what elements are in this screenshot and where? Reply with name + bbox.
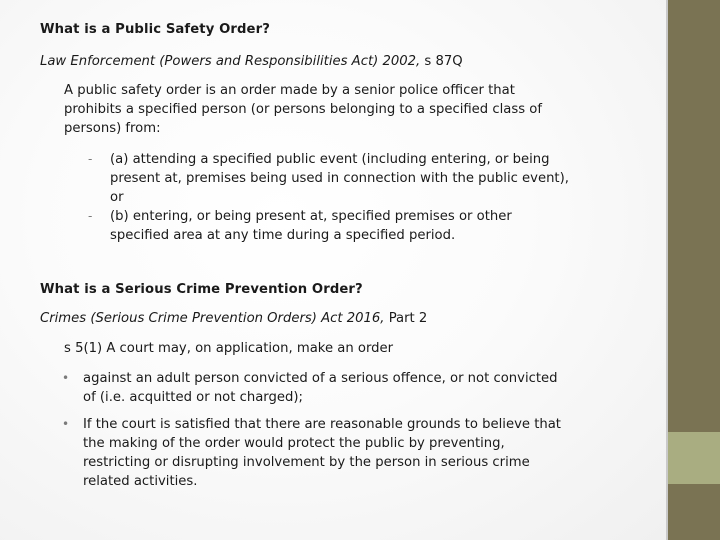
list-item [88, 207, 569, 245]
section1-list [88, 150, 569, 245]
list-item-line: restricting or disrupting involvement by the person in serious crime [83, 455, 530, 470]
section2-heading: What is a Serious Crime Prevention Order? [40, 282, 363, 297]
section1-intro-line: prohibits a specified person (or persons belonging to a specified class of [64, 102, 543, 117]
bullet-marker: • [62, 417, 70, 431]
list-item-line: (b) entering, or being present at, specified premises or other [110, 209, 512, 224]
dash-marker: - [88, 209, 93, 223]
section1-intro [64, 81, 542, 138]
dash-marker: - [88, 152, 93, 166]
list-item-line: specified area at any time during a specified period. [110, 228, 456, 243]
list-item [62, 369, 561, 407]
bullet-marker: • [62, 371, 70, 385]
section1-source-act: Law Enforcement (Powers and Responsibilities Act) 2002, [40, 54, 421, 69]
section2-source-section: Part 2 [384, 311, 428, 326]
list-item [88, 150, 569, 207]
list-item-line: (a) attending a specified public event (including entering, or being [110, 152, 550, 167]
section2-source [40, 309, 427, 328]
list-item-line: or [110, 190, 124, 205]
section2-intro: s 5(1) A court may, on application, make an order [64, 341, 394, 356]
sidebar-accent-stripe [668, 432, 720, 484]
section1-intro-line: persons) from: [64, 121, 161, 136]
decorative-sidebar [668, 0, 720, 540]
list-item-line: of (i.e. acquitted or not charged); [83, 390, 303, 405]
section1-source-section: s 87Q [420, 54, 463, 69]
list-item-line: the making of the order would protect the public by preventing, [83, 436, 505, 451]
section1-intro-line: A public safety order is an order made by a senior police officer that [64, 83, 515, 98]
list-item [62, 415, 561, 491]
list-item-line: If the court is satisfied that there are reasonable grounds to believe that [83, 417, 561, 432]
section2-source-act: Crimes (Serious Crime Prevention Orders) Act 2016, [40, 311, 385, 326]
list-item-line: present at, premises being used in connection with the public event), [110, 171, 569, 186]
section2-list [62, 369, 561, 491]
list-item-line: related activities. [83, 474, 198, 489]
section1-heading: What is a Public Safety Order? [40, 22, 270, 37]
list-item-line: against an adult person convicted of a serious offence, or not convicted [83, 371, 558, 386]
section1-source [40, 52, 463, 71]
